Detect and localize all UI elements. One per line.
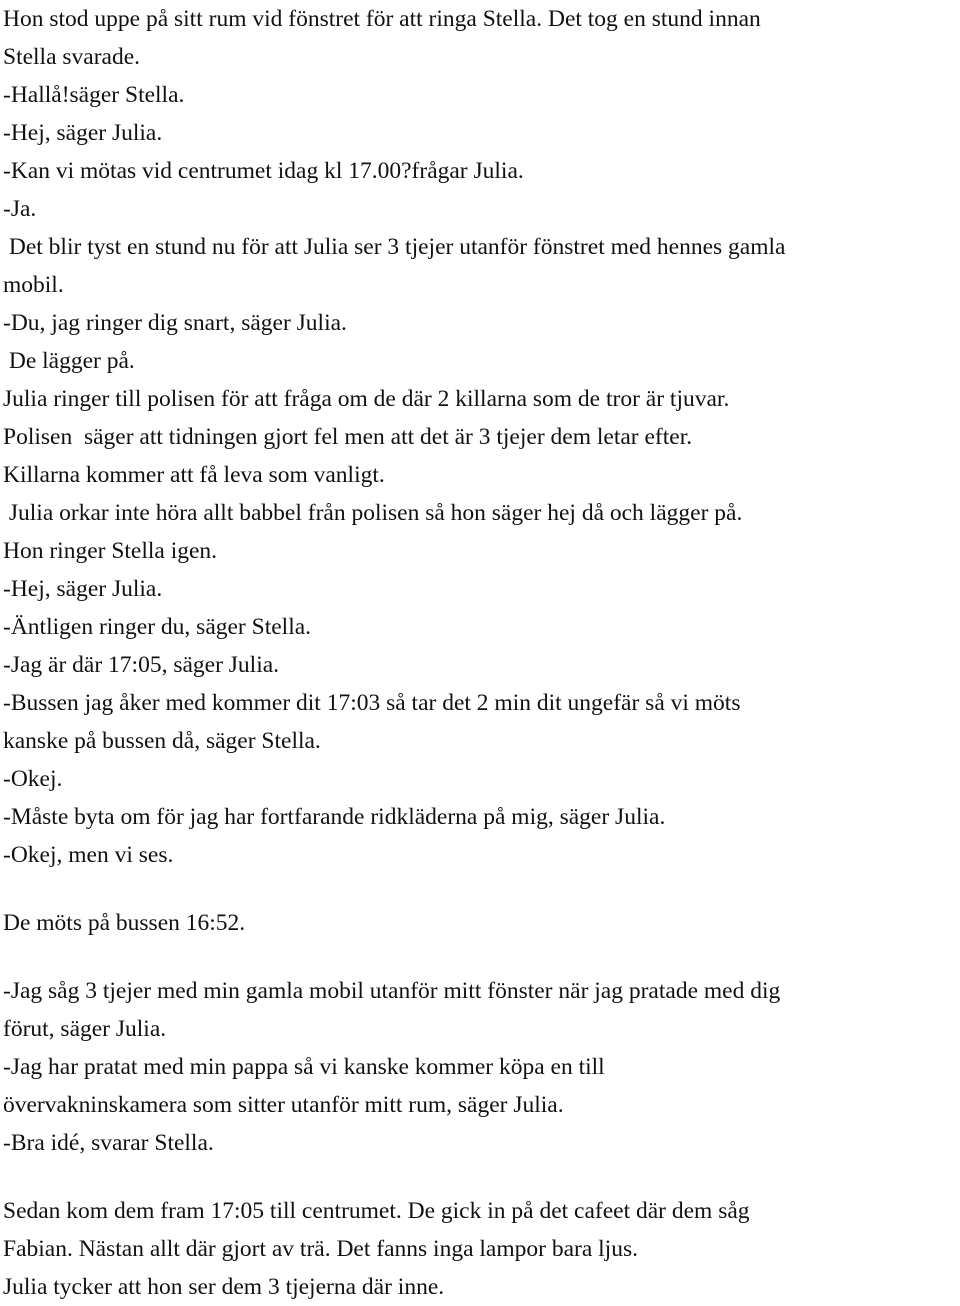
text-line: -Bra idé, svarar Stella. bbox=[3, 1130, 214, 1156]
text-line: Killarna kommer att få leva som vanligt. bbox=[3, 462, 385, 488]
text-line: -Måste byta om för jag har fortfarande ridkläderna på mig, säger Julia. bbox=[3, 804, 666, 830]
text-line: Julia tycker att hon ser dem 3 tjejerna där inne. bbox=[3, 1274, 445, 1300]
text-line: -Okej. bbox=[3, 766, 63, 792]
text-line: -Jag har pratat med min pappa så vi kanske kommer köpa en till bbox=[3, 1054, 605, 1080]
text-line: mobil. bbox=[3, 272, 64, 298]
text-line: -Jag såg 3 tjejer med min gamla mobil utanför mitt fönster när jag pratade med dig bbox=[3, 978, 781, 1004]
text-line: -Bussen jag åker med kommer dit 17:03 så tar det 2 min dit ungefär så vi möts bbox=[3, 690, 741, 716]
text-line: Julia ringer till polisen för att fråga om de där 2 killarna som de tror är tjuvar. bbox=[3, 386, 730, 412]
paragraph-cafe bbox=[3, 1192, 958, 1306]
text-line: -Äntligen ringer du, säger Stella. bbox=[3, 614, 312, 640]
text-line: Hon ringer Stella igen. bbox=[3, 538, 218, 564]
text-line: Sedan kom dem fram 17:05 till centrumet. De gick in på det cafeet där dem såg bbox=[3, 1198, 750, 1224]
paragraph-phone-call bbox=[3, 0, 958, 874]
text-line: Fabian. Nästan allt där gjort av trä. Det fanns inga lampor bara ljus. bbox=[3, 1236, 638, 1262]
paragraph-gap bbox=[3, 1162, 958, 1192]
text-line: förut, säger Julia. bbox=[3, 1016, 167, 1042]
text-line: Hon stod uppe på sitt rum vid fönstret för att ringa Stella. Det tog en stund innan bbox=[3, 6, 761, 32]
text-line: -Hej, säger Julia. bbox=[3, 576, 163, 602]
text-line: -Kan vi mötas vid centrumet idag kl 17.00?frågar Julia. bbox=[3, 158, 524, 184]
text-line: -Jag är där 17:05, säger Julia. bbox=[3, 652, 280, 678]
text-line: De möts på bussen 16:52. bbox=[3, 910, 246, 936]
paragraph-bus-meeting bbox=[3, 904, 958, 942]
paragraph-gap bbox=[3, 942, 958, 972]
text-line: Det blir tyst en stund nu för att Julia ser 3 tjejer utanför fönstret med hennes gamla bbox=[3, 234, 786, 260]
paragraph-bus-conversation bbox=[3, 972, 958, 1162]
text-line: -Ja. bbox=[3, 196, 37, 222]
paragraph-gap bbox=[3, 874, 958, 904]
document-page bbox=[3, 0, 958, 1306]
text-line: Stella svarade. bbox=[3, 44, 141, 70]
text-line: övervakninskamera som sitter utanför mitt rum, säger Julia. bbox=[3, 1092, 564, 1118]
text-line: De lägger på. bbox=[3, 348, 135, 374]
text-line: Polisen säger att tidningen gjort fel men att det är 3 tjejer dem letar efter. bbox=[3, 424, 693, 450]
text-line: kanske på bussen då, säger Stella. bbox=[3, 728, 321, 754]
text-line: -Hej, säger Julia. bbox=[3, 120, 163, 146]
text-line: -Okej, men vi ses. bbox=[3, 842, 174, 868]
text-line: -Du, jag ringer dig snart, säger Julia. bbox=[3, 310, 347, 336]
text-line: -Hallå!säger Stella. bbox=[3, 82, 185, 108]
text-line: Julia orkar inte höra allt babbel från polisen så hon säger hej då och lägger på. bbox=[3, 500, 743, 526]
